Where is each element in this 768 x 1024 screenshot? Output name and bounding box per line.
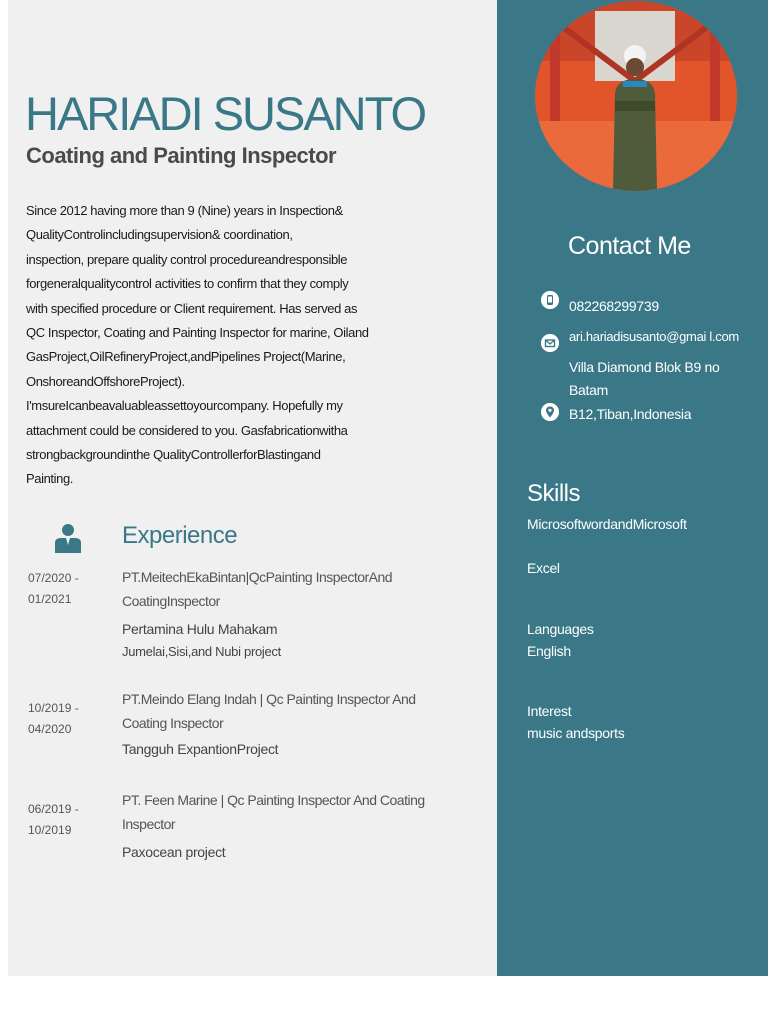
summary-line: inspection, prepare quality control procedureandresponsible: [26, 251, 348, 267]
summary-line: forgeneralqualitycontrol activities to confirm that they comply: [26, 276, 349, 292]
job-date: [28, 698, 108, 740]
summary-line: attachment could be considered to you. Gasfabricationwitha: [26, 422, 348, 438]
job-title: Inspector: [122, 816, 176, 832]
envelope-icon: [541, 334, 559, 352]
job-detail: Pertamina Hulu Mahakam: [122, 621, 278, 637]
interest-label: Interest: [527, 703, 572, 719]
summary-line: OnshoreandOffshoreProject).: [26, 373, 185, 389]
summary-line: QualityControlincludingsupervision& coordination,: [26, 227, 293, 243]
contact-phone: 082268299739: [569, 298, 659, 314]
summary-line: Since 2012 having more than 9 (Nine) years in Inspection&: [26, 203, 343, 218]
languages-value: English: [527, 643, 571, 659]
summary: [26, 199, 398, 492]
job-entry: [122, 687, 442, 761]
job-date-end: 10/2019: [28, 823, 72, 837]
skill-item: Excel: [527, 560, 560, 576]
job-entry: [122, 788, 442, 864]
experience-heading: Experience: [122, 522, 238, 549]
job-date-start: 07/2020 -: [28, 571, 79, 585]
phone-icon: [541, 291, 559, 309]
job-date-end: 01/2021: [28, 592, 72, 606]
location-pin-icon: [541, 403, 559, 421]
contact-address-line: Batam: [569, 382, 608, 398]
job-date-start: 06/2019 -: [28, 802, 79, 816]
job-date-start: 10/2019 -: [28, 701, 79, 715]
summary-line: QC Inspector, Coating and Painting Inspector for marine, Oiland: [26, 325, 369, 341]
summary-line: I'msureIcanbeavaluableassettoyourcompany. Hopefully my: [26, 398, 343, 414]
summary-line: strongbackgroundinthe QualityControllerforBlastingand: [26, 447, 321, 463]
job-title: PT. Feen Marine | Qc Painting Inspector And Coating: [122, 792, 425, 808]
profile-photo-image: [535, 1, 737, 191]
profile-photo: [535, 1, 737, 191]
contact-email: ari.hariadisusanto@gmai l.com: [569, 329, 739, 344]
skill-item: MicrosoftwordandMicrosoft: [527, 516, 687, 532]
job-detail: Jumelai,Sisi,and Nubi project: [122, 644, 281, 659]
skills-heading: Skills: [527, 480, 581, 507]
job-detail: Tangguh ExpantionProject: [122, 741, 279, 757]
summary-line: GasProject,OilRefineryProject,andPipelines Project(Marine,: [26, 349, 346, 365]
job-title: PT.Meindo Elang Indah | Qc Painting Inspector And: [122, 691, 416, 707]
interest-value: music andsports: [527, 725, 625, 741]
job-title: CoatingInspector: [122, 593, 220, 609]
job-title: Coating Inspector: [122, 715, 224, 731]
contact-address-line: Villa Diamond Blok B9 no: [569, 359, 720, 375]
job-date: [28, 799, 108, 841]
job-date-end: 04/2020: [28, 722, 72, 736]
contact-address-line: B12,Tiban,Indonesia: [569, 406, 692, 422]
job-detail: Paxocean project: [122, 844, 226, 860]
languages-label: Languages: [527, 621, 594, 637]
summary-line: Painting.: [26, 471, 73, 487]
job-entry: [122, 565, 442, 663]
job-title: PT.MeitechEkaBintan|QcPainting InspectorAnd: [122, 569, 393, 585]
candidate-name: HARIADI SUSANTO: [25, 87, 426, 140]
job-date: [28, 568, 108, 610]
person-icon: [55, 523, 81, 553]
contact-heading: Contact Me: [568, 232, 691, 260]
summary-line: with specified procedure or Client requirement. Has served as: [26, 300, 358, 316]
candidate-title: Coating and Painting Inspector: [26, 143, 337, 168]
